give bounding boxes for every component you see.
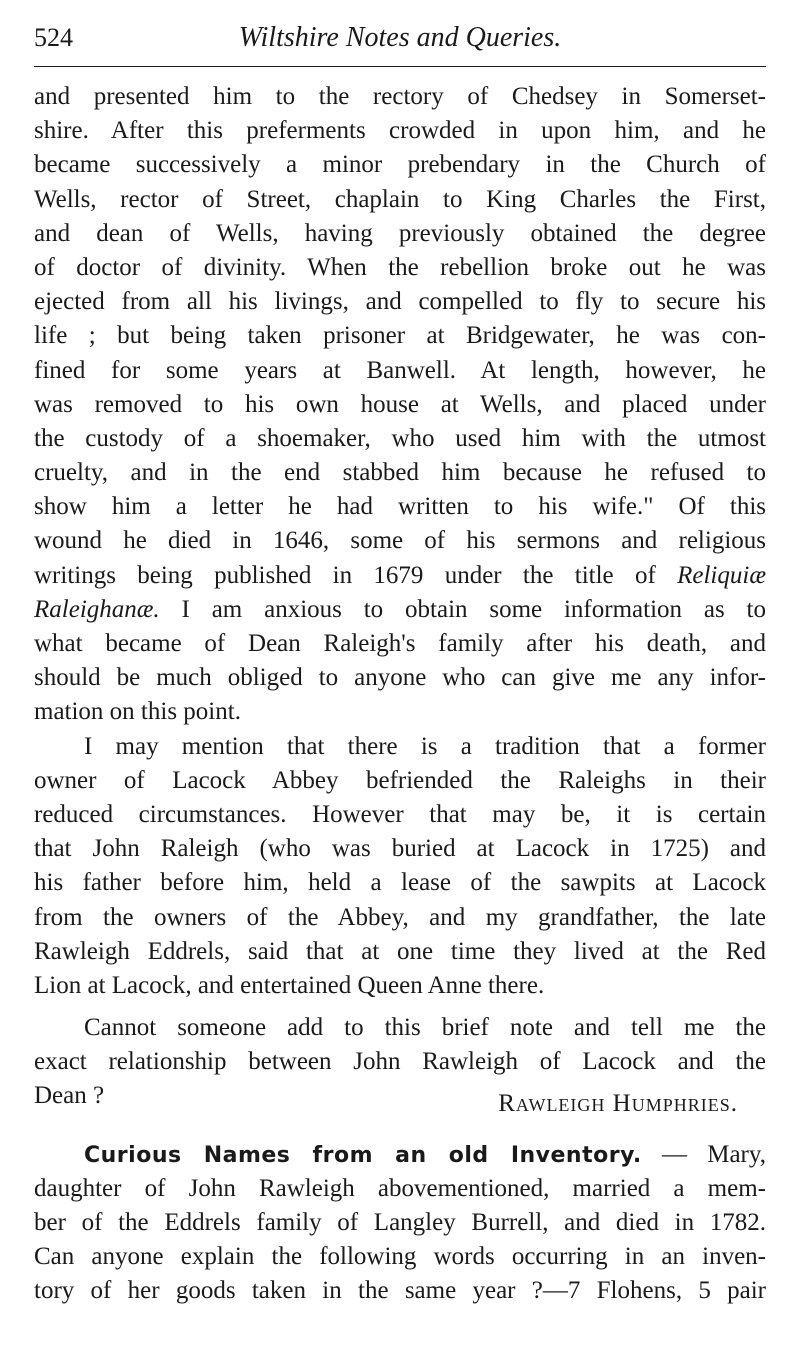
text-line: mation on this point. <box>34 698 241 726</box>
text-line: and presented him to the rectory of Chedsey in Somerset- <box>34 83 766 110</box>
text-line: Can anyone explain the following words occurring in an inven- <box>34 1243 766 1271</box>
text-line <box>34 559 766 593</box>
text-line: the custody of a shoemaker, who used him with the utmost <box>34 424 766 452</box>
body-text <box>34 80 766 1309</box>
signature-line <box>34 1079 766 1118</box>
paragraph-3 <box>34 1011 766 1118</box>
text-line: what became of Dean Raleigh's family after his death, and <box>34 630 766 657</box>
text-line: I may mention that there is a tradition that a former <box>84 732 766 760</box>
text-line: fined for some years at Banwell. At length, however, he <box>34 356 766 384</box>
text-line: exact relationship between John Rawleigh of Lacock and the <box>34 1048 766 1076</box>
text-line: of doctor of divinity. When the rebellion broke out he was <box>34 253 766 281</box>
paragraph-gap <box>34 1003 766 1011</box>
text-line: his father before him, held a lease of the sawpits at Lacock <box>34 869 766 897</box>
text-line: was removed to his own house at Wells, and placed under <box>34 390 766 418</box>
text-line: Cannot someone add to this brief note and tell me the <box>84 1014 766 1042</box>
text-line: wound he died in 1646, some of his sermons and religious <box>34 527 766 555</box>
text-line: should be much obliged to anyone who can give me any infor- <box>34 664 766 692</box>
text-line: cruelty, and in the end stabbed him because he refused to <box>34 459 766 487</box>
text-line: Dean ? <box>34 1082 105 1110</box>
text-line: ber of the Eddrels family of Langley Burrell, and died in 1782. <box>34 1209 766 1236</box>
text-line: and dean of Wells, having previously obtained the degree <box>34 219 766 247</box>
text-line: that John Raleigh (who was buried at Lacock in 1725) and <box>34 835 766 863</box>
text-line: Wells, rector of Street, chaplain to King Charles the First, <box>34 185 766 213</box>
text-line: reduced circumstances. However that may be, it is certain <box>34 800 766 828</box>
text-run: — Mary, <box>641 1140 766 1168</box>
italic-title-run: Raleighanæ. <box>34 595 160 623</box>
text-line: ejected from all his livings, and compelled to fly to secure his <box>34 288 766 316</box>
text-line <box>34 593 766 627</box>
text-line: life ; but being taken prisoner at Bridgewater, he was con- <box>34 322 766 350</box>
text-line: from the owners of the Abbey, and my grandfather, the late <box>34 903 766 931</box>
page-header <box>34 18 766 58</box>
page-number: 524 <box>34 23 73 52</box>
italic-title-run: Reliquiæ <box>677 561 766 589</box>
text-run: writings being published in 1679 under the title of <box>34 561 678 589</box>
text-line: became successively a minor prebendary in the Church of <box>34 151 766 179</box>
text-run: I am anxious to obtain some information as to <box>159 595 766 623</box>
running-title: Wiltshire Notes and Queries. <box>238 22 562 53</box>
note-heading: Curious Names from an old Inventory. <box>84 1142 642 1168</box>
author-signature: Rawleigh Humphries. <box>498 1090 738 1118</box>
text-line: owner of Lacock Abbey befriended the Raleighs in their <box>34 766 766 794</box>
paragraph-2 <box>34 730 766 1004</box>
text-line: Rawleigh Eddrels, said that at one time they lived at the Red <box>34 937 766 965</box>
text-line <box>34 1138 766 1172</box>
paragraph-1 <box>34 80 766 730</box>
text-line: show him a letter he had written to his wife." Of this <box>34 493 766 521</box>
text-line: tory of her goods taken in the same year ?—7 Flohens, 5 pair <box>34 1277 766 1305</box>
text-line: daughter of John Rawleigh abovementioned, married a mem- <box>34 1174 766 1202</box>
header-rule <box>34 66 766 67</box>
text-line: shire. After this preferments crowded in upon him, and he <box>34 117 766 145</box>
paragraph-4 <box>34 1138 766 1309</box>
text-line: Lion at Lacock, and entertained Queen Anne there. <box>34 971 545 999</box>
